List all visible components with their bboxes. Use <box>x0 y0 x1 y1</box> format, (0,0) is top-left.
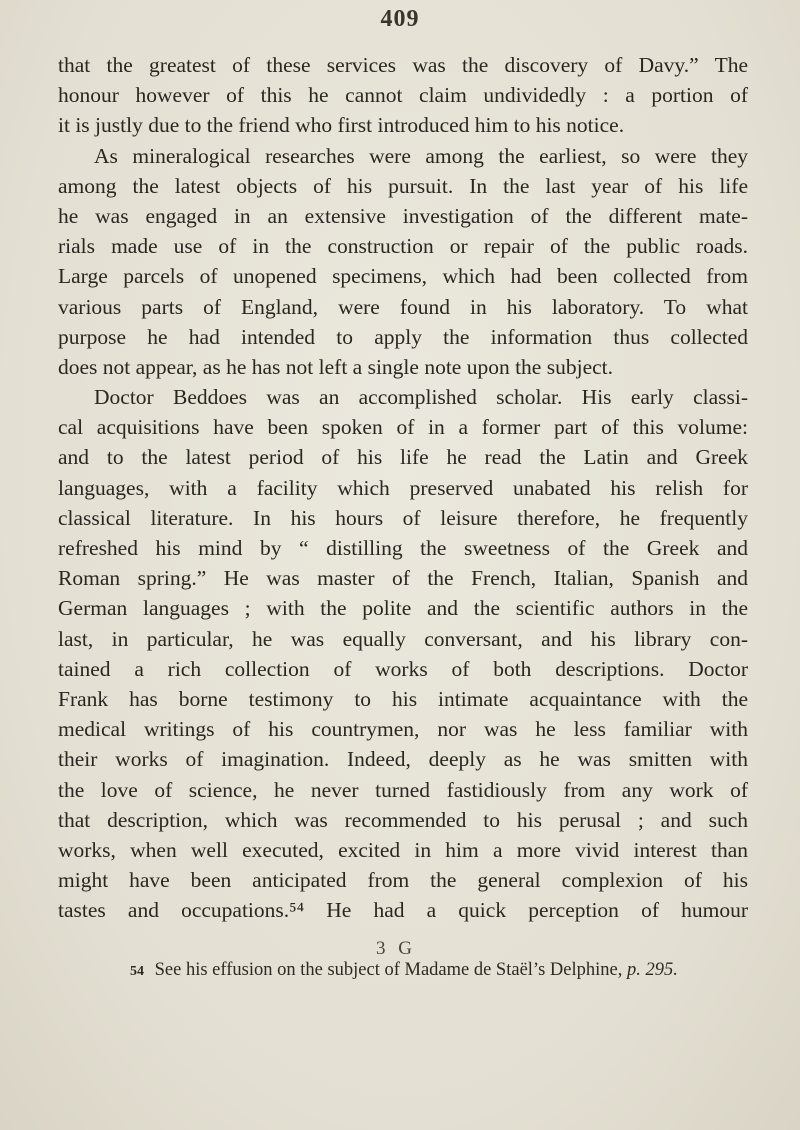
text-line: that description, which was recommended to his perusal ; and such <box>58 807 748 832</box>
text-line: languages, with a facility which preserved unabated his relish for <box>58 475 748 500</box>
text-line: might have been anticipated from the general complexion of his <box>58 868 748 893</box>
text-line: purpose he had intended to apply the information thus collected <box>58 324 748 349</box>
text-line: it is justly due to the friend who first introduced him to his notice. <box>58 113 625 138</box>
signature-mark: 3 G <box>376 938 416 959</box>
footnote <box>130 960 678 981</box>
text-line: medical writings of his countrymen, nor was he less familiar with <box>58 717 748 742</box>
text-line: tastes and occupations.⁵⁴ He had a quick perception of humour <box>58 898 748 923</box>
page-number: 409 <box>380 6 420 32</box>
text-line: Frank has borne testimony to his intimate acquaintance with the <box>58 686 748 711</box>
body-text <box>58 50 748 925</box>
text-line: classical literature. In his hours of leisure therefore, he frequently <box>58 505 748 530</box>
text-line: Large parcels of unopened specimens, which had been collected from <box>58 264 748 289</box>
text-line: last, in particular, he was equally conversant, and his library con- <box>58 626 748 651</box>
text-line: tained a rich collection of works of both descriptions. Doctor <box>58 656 748 681</box>
text-line: rials made use of in the construction or repair of the public roads. <box>58 234 748 259</box>
text-line: honour however of this he cannot claim undividedly : a portion of <box>58 83 748 108</box>
text-line: their works of imagination. Indeed, deeply as he was smitten with <box>58 747 748 772</box>
footnote-page-ref: p. 295. <box>626 960 678 980</box>
text-line: that the greatest of these services was the discovery of Davy.” The <box>58 53 748 77</box>
footnote-mark: 54 <box>130 964 144 979</box>
text-line: the love of science, he never turned fastidiously from any work of <box>58 777 748 802</box>
text-line: refreshed his mind by “ distilling the sweetness of the Greek and <box>58 536 748 560</box>
text-line: cal acquisitions have been spoken of in a former part of this volume: <box>58 415 748 440</box>
text-line: As mineralogical researches were among the earliest, so were they <box>94 143 748 168</box>
text-line: among the latest objects of his pursuit. In the last year of his life <box>58 173 748 198</box>
text-line: Doctor Beddoes was an accomplished scholar. His early classi- <box>94 385 748 410</box>
text-line: Roman spring.” He was master of the French, Italian, Spanish and <box>58 566 748 591</box>
text-line: German languages ; with the polite and the scientific authors in the <box>58 596 748 621</box>
text-line: and to the latest period of his life he read the Latin and Greek <box>58 445 748 470</box>
text-line: does not appear, as he has not left a single note upon the subject. <box>58 354 614 379</box>
text-line: he was engaged in an extensive investigation of the different mate- <box>58 203 748 228</box>
footnote-text: See his effusion on the subject of Madame de Staël’s Delphine, <box>154 960 623 980</box>
text-line: works, when well executed, excited in him a more vivid interest than <box>58 837 748 862</box>
text-line: various parts of England, were found in his laboratory. To what <box>58 294 748 319</box>
